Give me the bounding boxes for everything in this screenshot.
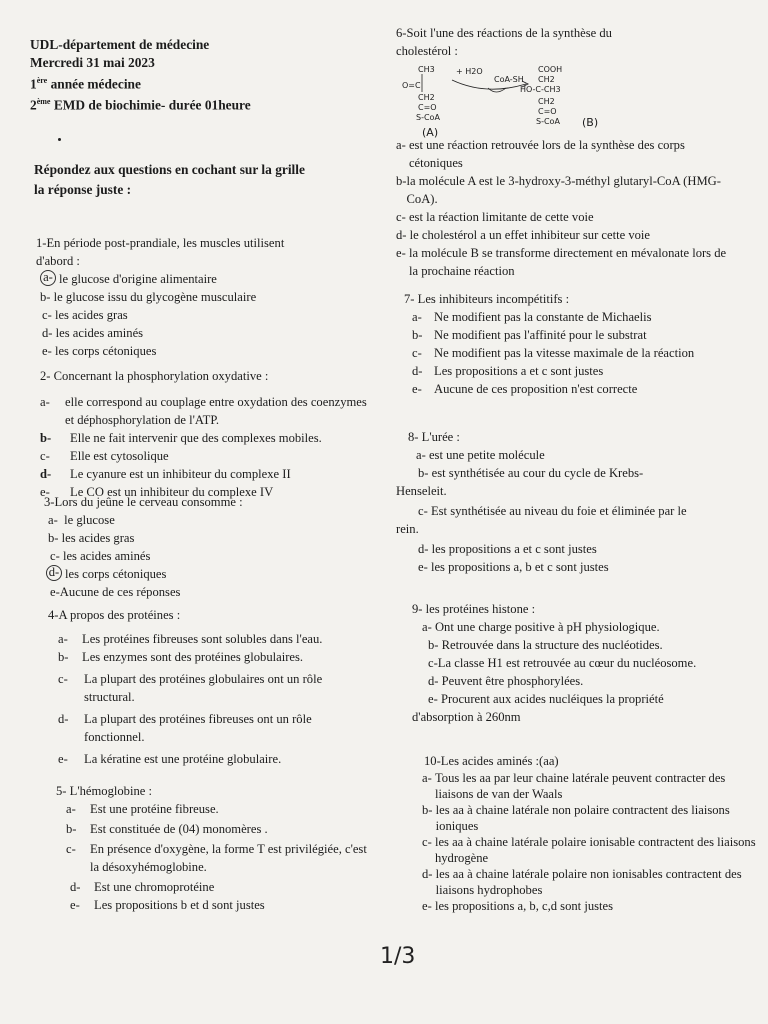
option-7d[interactable]: d- Les propositions a et c sont justes	[412, 364, 604, 378]
option-4d[interactable]: d- La plupart des protéines fibreuses ont un rôle fonctionnel.	[58, 712, 312, 744]
option-2d[interactable]: d- Le cyanure est un inhibiteur du complexe II	[40, 467, 291, 481]
option-3d[interactable]: d- les corps cétoniques	[46, 565, 364, 583]
question-stem: 6-Soit l'une des réactions de la synthèse du	[396, 26, 612, 40]
question-4	[48, 606, 368, 768]
question-6-options	[396, 136, 736, 280]
option-8b[interactable]: b- est synthétisée au cour du cycle de Krebs-	[418, 466, 644, 480]
question-stem: 10-Les acides aminés :(aa)	[424, 754, 559, 768]
option-6d[interactable]: d- le cholestérol a un effet inhibiteur sur cette voie	[396, 228, 651, 242]
svg-text:C=O: C=O	[538, 107, 557, 116]
water-reagent: + H2O	[456, 67, 483, 76]
exam-header	[30, 36, 251, 115]
question-stem: d'abord :	[36, 254, 80, 268]
question-stem: 5- L'hémoglobine :	[56, 784, 153, 798]
option-4a[interactable]: a- Les protéines fibreuses sont solubles dans l'eau.	[58, 632, 323, 646]
option-3a[interactable]: a- le glucose	[48, 513, 115, 527]
header-year: 1ère année médecine	[30, 76, 141, 92]
option-5b[interactable]: b- Est constituée de (04) monomères .	[66, 822, 268, 836]
svg-text:HO-C-CH3: HO-C-CH3	[520, 85, 561, 94]
option-2b[interactable]: b- Elle ne fait intervenir que des complexes mobiles.	[40, 431, 322, 445]
svg-text:C=O: C=O	[418, 103, 437, 112]
svg-text:COOH: COOH	[538, 65, 563, 74]
option-9e-cont: d'absorption à 260nm	[412, 710, 521, 724]
option-8c-cont: rein.	[396, 522, 419, 536]
option-1b[interactable]: b- le glucose issu du glycogène musculaire	[40, 290, 257, 304]
coa-reagent: CoA-SH	[494, 75, 524, 84]
option-7b[interactable]: b- Ne modifient pas l'affinité pour le substrat	[412, 328, 647, 342]
svg-text:CH3: CH3	[418, 65, 435, 74]
option-5c[interactable]: c- En présence d'oxygène, la forme T est privilégiée, c'est la désoxyhémoglobine.	[66, 842, 367, 874]
option-2e[interactable]: e- Le CO est un inhibiteur du complexe IV	[40, 485, 274, 499]
question-7	[404, 290, 749, 398]
question-5	[56, 782, 376, 914]
question-stem: 3-Lors du jeûne le cerveau consomme :	[44, 495, 243, 509]
option-3c[interactable]: c- les acides aminés	[50, 549, 151, 563]
option-7c[interactable]: c- Ne modifient pas la vitesse maximale de la réaction	[412, 346, 695, 360]
option-9e[interactable]: e- Procurent aux acides nucléiques la propriété	[428, 692, 664, 706]
option-4c[interactable]: c- La plupart des protéines globulaires ont un rôle structural.	[58, 672, 323, 704]
option-8b-cont: Henseleit.	[396, 484, 447, 498]
option-9b[interactable]: b- Retrouvée dans la structure des nucléotides.	[428, 638, 663, 652]
question-2	[40, 367, 370, 501]
option-2a[interactable]: a- elle correspond au couplage entre oxydation des coenzymes et déphosphorylation de l'ATP.	[40, 395, 367, 427]
option-6e[interactable]: e- la molécule B se transforme directement en mévalonate lors de la prochaine réaction	[396, 246, 727, 278]
option-9a[interactable]: a- Ont une charge positive à pH physiologique.	[422, 620, 660, 634]
stray-dot	[58, 138, 61, 141]
page-number: 1/3	[380, 944, 416, 969]
option-6b[interactable]: b- la molécule A est le 3-hydroxy-3-méthyl glutaryl-CoA (HMG-CoA).	[396, 174, 721, 206]
molecule-a	[402, 65, 440, 122]
option-10e[interactable]: e- les propositions a, b, c,d sont justes	[422, 899, 614, 913]
molecule-b	[520, 65, 562, 126]
svg-text:CH2: CH2	[418, 93, 435, 102]
question-stem: 8- L'urée :	[408, 430, 460, 444]
question-3	[44, 493, 364, 601]
instructions-line-2: la réponse juste :	[34, 182, 132, 197]
option-3e[interactable]: e- Aucune de ces réponses	[50, 585, 181, 599]
option-5d[interactable]: d- Est une chromoprotéine	[70, 880, 215, 894]
svg-text:CH2: CH2	[538, 97, 555, 106]
header-university: UDL-département de médecine	[30, 37, 210, 52]
option-8e[interactable]: e- les propositions a, b et c sont justes	[418, 560, 609, 574]
option-8c[interactable]: c- Est synthétisée au niveau du foie et éliminée par le	[418, 504, 687, 518]
option-9d[interactable]: d- Peuvent être phosphorylées.	[428, 674, 584, 688]
header-date: Mercredi 31 mai 2023	[30, 55, 155, 70]
question-stem: cholestérol :	[396, 44, 458, 58]
option-10d[interactable]: d- les aa à chaine latérale polaire non ionisables contractent des liaisons hydrophobes	[422, 867, 742, 897]
option-1d[interactable]: d- les acides aminés	[42, 326, 144, 340]
option-5a[interactable]: a- Est une protéine fibreuse.	[66, 802, 219, 816]
header-exam: 2ème EMD de biochimie- durée 01heure	[30, 97, 251, 113]
option-8d[interactable]: d- les propositions a et c sont justes	[418, 542, 597, 556]
label-a: (A)	[422, 126, 439, 139]
option-1e[interactable]: e- les corps cétoniques	[42, 344, 157, 358]
svg-text:S-CoA: S-CoA	[536, 117, 560, 126]
svg-text:O=C: O=C	[402, 81, 421, 90]
option-5e[interactable]: e- Les propositions b et d sont justes	[70, 898, 265, 912]
option-8a[interactable]: a- est une petite molécule	[416, 448, 545, 462]
option-1a[interactable]: a- le glucose d'origine alimentaire	[40, 270, 376, 288]
instructions	[34, 160, 305, 200]
option-1c[interactable]: c- les acides gras	[42, 308, 128, 322]
option-4e[interactable]: e- La kératine est une protéine globulaire.	[58, 752, 282, 766]
option-3b[interactable]: b- les acides gras	[48, 531, 135, 545]
question-9	[412, 600, 757, 726]
option-7a[interactable]: a- Ne modifient pas la constante de Michaelis	[412, 310, 652, 324]
instructions-line-1: Répondez aux questions en cochant sur la grille	[34, 162, 305, 177]
option-7e[interactable]: e- Aucune de ces proposition n'est correcte	[412, 382, 638, 396]
question-stem: 2- Concernant la phosphorylation oxydative :	[40, 369, 269, 383]
question-stem: 9- les protéines histone :	[412, 602, 536, 616]
option-6a[interactable]: a- est une réaction retrouvée lors de la synthèse des corps cétoniques	[396, 138, 685, 170]
option-10c[interactable]: c- les aa à chaine latérale polaire ionisable contractent des liaisons hydrogène	[422, 835, 756, 865]
question-10	[424, 752, 764, 914]
question-6	[396, 24, 756, 60]
option-2c[interactable]: c- Elle est cytosolique	[40, 449, 169, 463]
question-stem: 7- Les inhibiteurs incompétitifs :	[404, 292, 570, 306]
question-1	[36, 234, 376, 360]
reaction-scheme	[396, 62, 606, 140]
label-b: (B)	[582, 116, 599, 129]
option-6c[interactable]: c- est la réaction limitante de cette voie	[396, 210, 594, 224]
option-10b[interactable]: b- les aa à chaine latérale non polaire contractent des liaisons ioniques	[422, 803, 730, 833]
question-stem: 1-En période post-prandiale, les muscles utilisent	[36, 236, 285, 250]
svg-text:CH2: CH2	[538, 75, 555, 84]
question-stem: 4-A propos des protéines :	[48, 608, 181, 622]
option-9c[interactable]: c- La classe H1 est retrouvée au cœur du nucléosome.	[428, 656, 697, 670]
option-10a[interactable]: a- Tous les aa par leur chaine latérale peuvent contracter des liaisons de van der Waals	[422, 771, 726, 801]
question-8	[396, 428, 753, 576]
svg-text:S-CoA: S-CoA	[416, 113, 440, 122]
option-4b[interactable]: b- Les enzymes sont des protéines globulaires.	[58, 650, 304, 664]
